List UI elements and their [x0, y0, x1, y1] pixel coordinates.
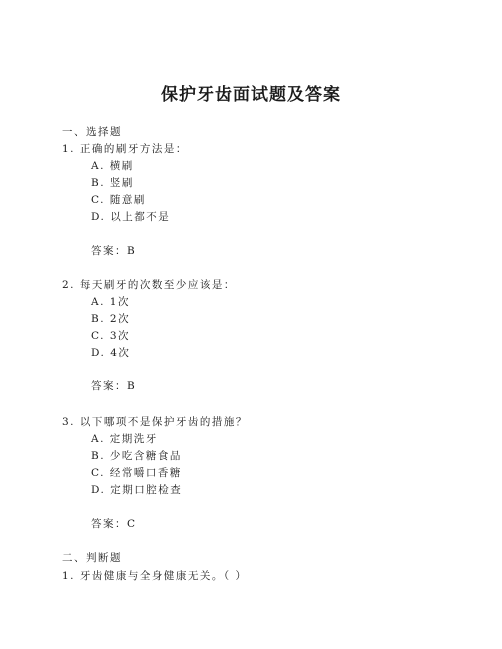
question-option: B. 少吃含糖食品: [91, 450, 182, 462]
question-option: A. 定期洗牙: [91, 433, 158, 445]
question-option: B. 2次: [91, 313, 131, 325]
document-title: 保护牙齿面试题及答案: [161, 85, 341, 105]
question-option: A. 1次: [91, 296, 130, 308]
question-option: B. 竖刷: [91, 177, 134, 189]
question-answer: 答案：C: [91, 518, 137, 530]
section-heading: 一、选择题: [62, 126, 122, 138]
question-text: 2. 每天刷牙的次数至少应该是：: [62, 279, 236, 291]
question-option: C. 随意刷: [91, 194, 146, 206]
question-answer: 答案：B: [91, 380, 137, 392]
question-option: C. 3次: [91, 330, 131, 342]
question-option: D. 4次: [91, 347, 131, 359]
question-text: 3. 以下哪项不是保护牙齿的措施？: [62, 416, 248, 428]
question-text: 1. 正确的刷牙方法是：: [62, 143, 188, 155]
question-option: D. 以上都不是: [91, 211, 171, 223]
section-heading: 二、判断题: [62, 552, 122, 564]
question-option: C. 经常嚼口香糖: [91, 467, 182, 479]
question-answer: 答案：B: [91, 245, 137, 257]
question-option: A. 横刷: [91, 160, 134, 172]
question-option: D. 定期口腔检查: [91, 484, 183, 496]
question-text: 1. 牙齿健康与全身健康无关。（ ）: [62, 570, 248, 582]
